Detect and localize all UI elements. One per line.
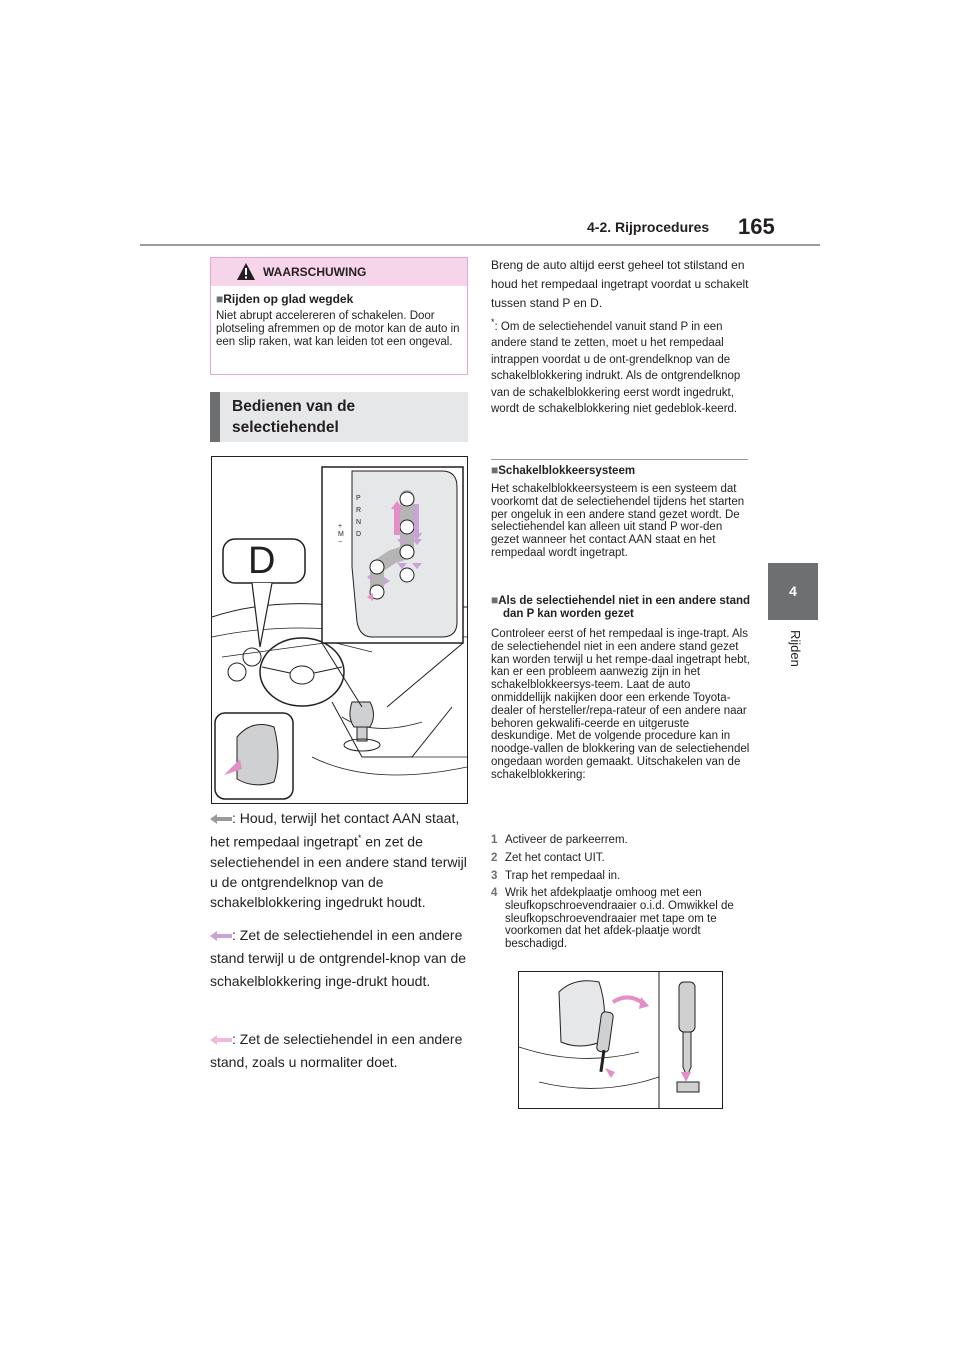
arrow-lilac-icon [210, 931, 232, 941]
warning-subheading: ■Rijden op glad wegdek [216, 292, 354, 306]
cover-removal-illustration [518, 971, 723, 1109]
legend-item-3: : Zet de selectiehendel in een andere stand, zoals u normaliter doet. [210, 1031, 463, 1070]
gate-label-r: R [356, 507, 362, 514]
warning-triangle-icon [236, 262, 256, 281]
chapter-tab-label: Rijden [788, 630, 803, 667]
subheading-cannot-shift: ■Als de selectiehendel niet in een andere stand dan P kan worden gezet [491, 593, 751, 620]
chapter-tab: 4 [768, 563, 818, 620]
warning-box [210, 257, 468, 375]
subsection-rule [491, 459, 748, 460]
gate-manual-labels [338, 523, 344, 547]
bullet-square-icon: ■ [491, 593, 499, 607]
legend-item-2: : Zet de selectiehendel in een andere stand terwijl u de ontgrendel-knop van de schakelblokkering inge-drukt houdt. [210, 927, 467, 989]
shift-lock-text: Het schakelblokkeersysteem is een systeem dat voorkomt dat de selectiehendel tijdens het starten per ongeluk in een andere stand gezet wordt. De selectiehendel kan alleen uit stand P wor-den gezet wanneer het contact AAN staat en het rempedaal wordt ingetrapt. [491, 483, 745, 559]
screwdriver-drawing [519, 972, 722, 1108]
gate-label-m: M [338, 531, 344, 538]
step-1: 1 Activeer de parkeerrem. [491, 834, 628, 846]
header-rule [140, 244, 820, 246]
arrow-pink-icon [210, 1035, 232, 1045]
footnote: *: Om de selectiehendel vanuit stand P in een andere stand te zetten, moet u het rempedaal intrappen voordat u de ont-grendelknop van de schakelblokkering indrukt. Als de ontgrendelknop van de schakelblokkering eerst wordt ingedrukt, wordt de schakelblokkering niet gedeblok-keerd. [491, 317, 741, 416]
warning-title: WAARSCHUWING [263, 265, 367, 279]
gate-label-minus: − [338, 539, 343, 546]
gate-label-n: N [356, 519, 362, 526]
section-heading-box [210, 392, 468, 442]
step-4: 4 Wrik het afdekplaatje omhoog met een sleufkopschroevendraaier o.i.d. Omwikkel de sleufkopschroevendraaier met tape om te voorkomen dat het afdek-plaatje wordt beschadigd. [491, 887, 734, 951]
warning-header [211, 258, 467, 286]
legend-item-1: : Houd, terwijl het contact AAN staat, het rempedaal ingetrapt* en zet de selectiehendel in een andere stand terwijl u de ontgrendelknop van de schakelblokkering ingedrukt houdt. [210, 810, 467, 910]
shift-lever-illustration [211, 456, 468, 804]
gate-label-d: D [356, 531, 362, 538]
callout-letter: D [248, 540, 276, 582]
step-2: 2 Zet het contact UIT. [491, 852, 605, 864]
warning-text: Niet abrupt accelereren of schakelen. Door plotseling afremmen op de motor kan de auto in een slip raken, wat kan leiden tot een ongeval. [216, 310, 460, 348]
bullet-square-icon: ■ [491, 463, 499, 477]
page-number: 165 [738, 214, 775, 239]
bullet-square-icon: ■ [216, 292, 224, 306]
car-interior-drawing [212, 457, 467, 803]
gate-labels [352, 493, 361, 541]
cannot-shift-text: Controleer eerst of het rempedaal is inge-trapt. Als de selectiehendel niet in een andere stand gezet kan worden terwijl u het rempe-daal ingetrapt hebt, kan er een probleem aanwezig zijn in het schakelblokkeersys-teem. Laat de auto onmiddellijk nakijken door een erkende Toyota-dealer of hersteller/repa-rateur of een andere naar behoren gekwalifi-ceerde en uitgeruste deskundige. Met de volgende procedure kan in noodge-vallen de blokkering van de selectiehendel ongedaan worden gemaakt. Uitschakelen van de schakelblokkering: [491, 628, 750, 781]
step-3: 3 Trap het rempedaal in. [491, 870, 621, 882]
gate-label-plus: + [338, 523, 343, 530]
running-header-section: 4-2. Rijprocedures [587, 219, 710, 235]
gate-label-p: P [356, 495, 361, 502]
section-heading: Bedienen van de selectiehendel [232, 398, 356, 436]
subheading-shift-lock: ■Schakelblokkeersysteem [491, 463, 636, 477]
arrow-gray-icon [210, 814, 232, 824]
intro-text: Breng de auto altijd eerst geheel tot stilstand en houd het rempedaal ingetrapt voordat u schakelt tussen stand P en D. [491, 258, 749, 310]
